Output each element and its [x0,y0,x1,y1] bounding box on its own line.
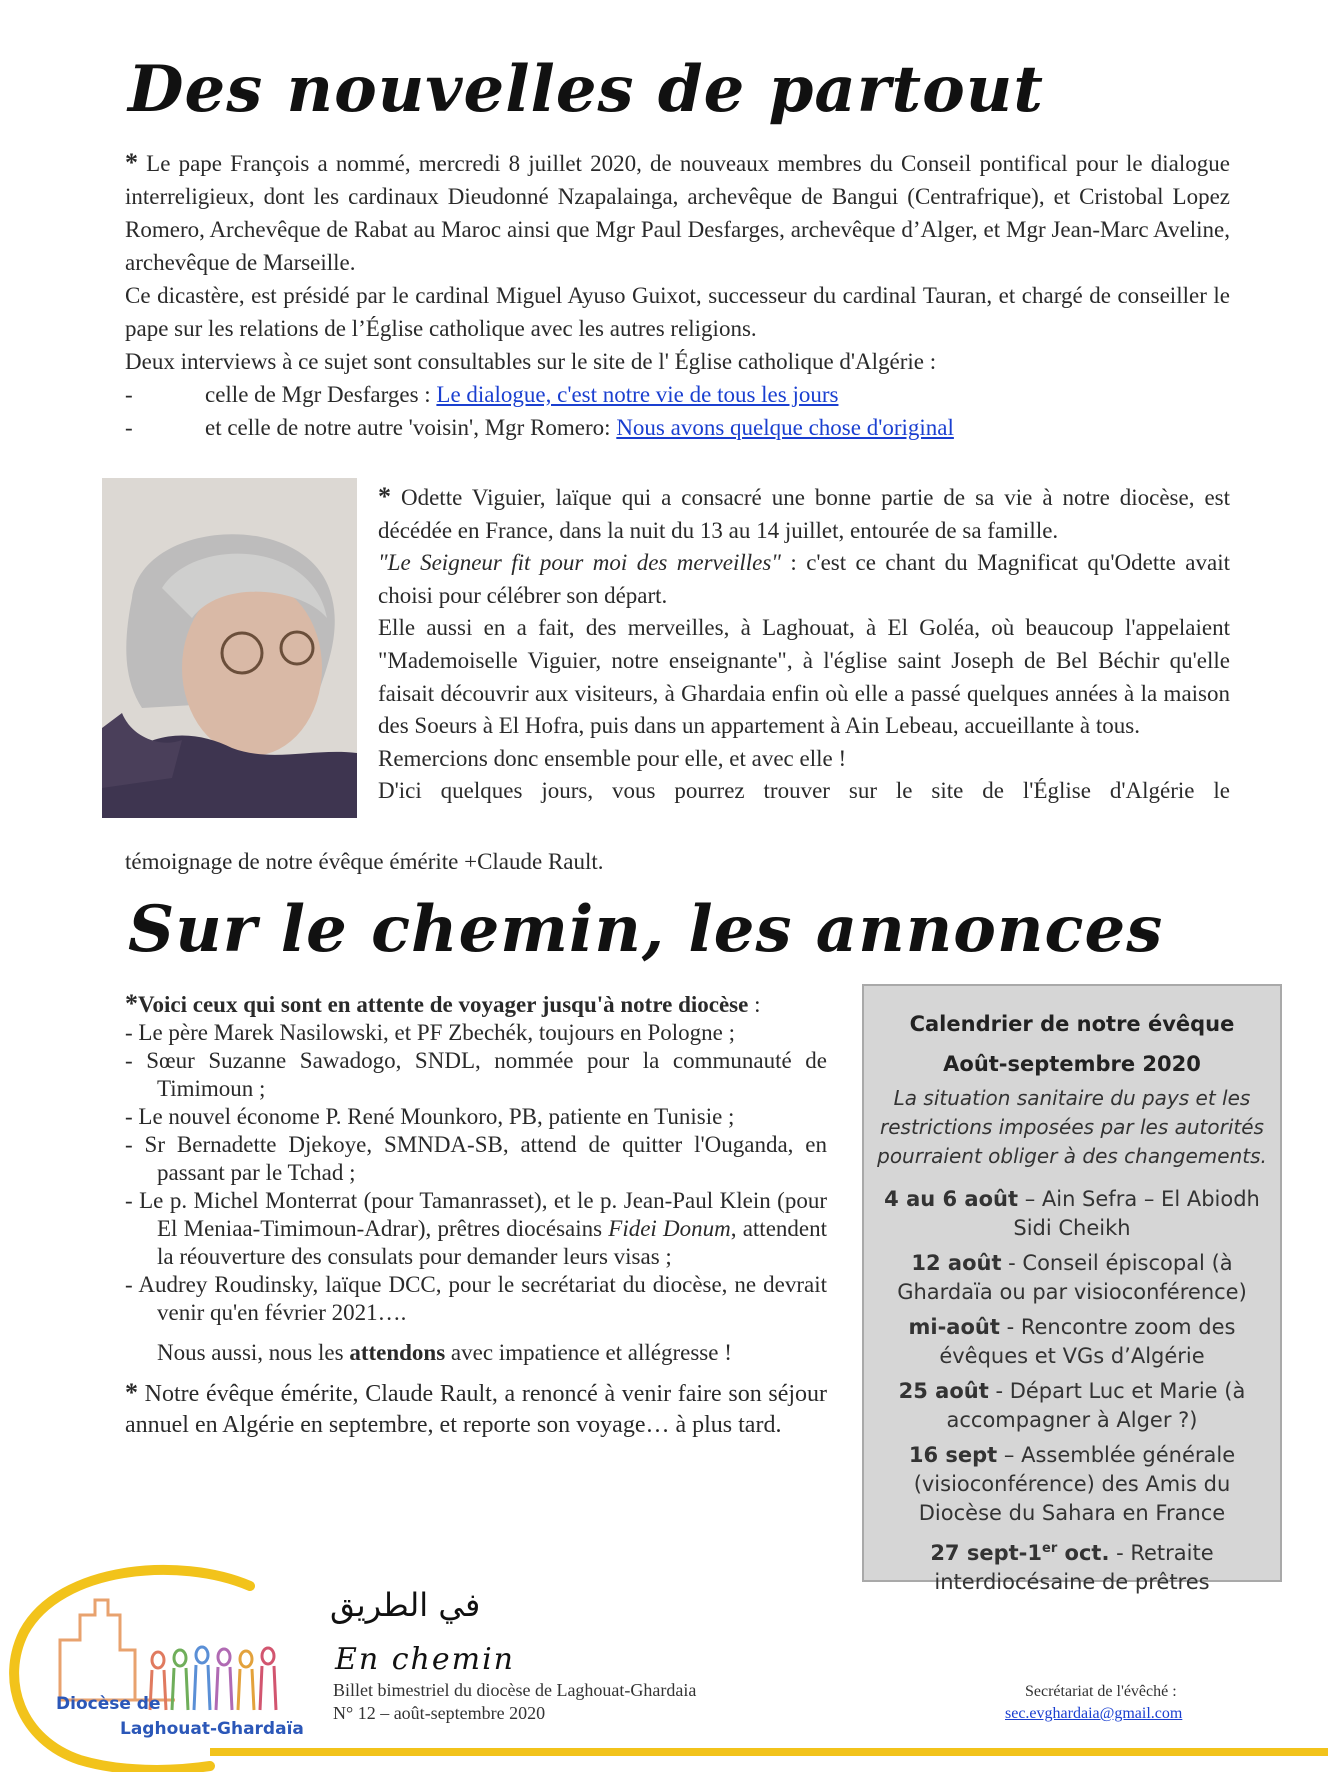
event-text: - Retraite interdiocésaine de prêtres [934,1541,1214,1594]
intro-text: Voici ceux qui sont en attente de voyager jusqu'à notre diocèse [138,992,749,1017]
odette-text-2: : c'est ce chant du Magnificat qu'Odette avait choisi pour célébrer son départ. [378,550,1230,608]
logo-text-line-1: Diocèse de [56,1694,161,1714]
calendar-note: La situation sanitaire du pays et les restrictions imposées par les autorités pourraient obliger à des changements. [877,1086,1267,1168]
calendar-event [872,1534,1272,1597]
odette-article [378,481,1230,808]
bullet-asterisk: * [125,1378,138,1407]
footer-issue: N° 12 – août-septembre 2020 [333,1703,546,1723]
link-romero-interview[interactable]: Nous avons quelque chose d'original [616,415,954,440]
section-title-news: Des nouvelles de partout [128,52,1044,127]
footer-subtitle: Billet bimestriel du diocèse de Laghouat-Ghardaia [333,1680,697,1700]
item5-text-c: , attendent la réouverture des consulats pour demander leurs visas ; [157,1216,827,1269]
odette-paragraph-3: Elle aussi en a fait, des merveilles, à Laghouat, à El Goléa, où beaucoup l'appelaient "Mademoiselle Viguier, notre enseignante", à l'église saint Joseph de Bel Béchir qu'elle faisait découvrir aux visiteurs, à Ghardaia enfin où elle a passé quelques années à la maison des Soeurs à El Hofra, puis dans un appartement à Ain Lebeau, accueillante à tous. [378,615,1230,739]
footer-publication-name: En chemin [335,1642,515,1677]
odette-paragraph-4: Remercions donc ensemble pour elle, et avec elle ! [378,745,847,771]
odette-paragraph-2 [378,547,1230,612]
calendar-event [872,1313,1272,1371]
event-text: – Assemblée générale (visioconférence) des Amis du Diocèse du Sahara en France [913,1443,1236,1525]
event-text: - Départ Luc et Marie (à accompagner à Alger ?) [946,1379,1246,1432]
list-item: - Le père Marek Nasilowski, et PF Zbechék, toujours en Pologne ; [125,1020,736,1045]
news-text-1: Le pape François a nommé, mercredi 8 juillet 2020, de nouveaux membres du Conseil pontifical pour le dialogue interreligieux, dont les cardinaux Dieudonné Nzapalainga, archevêque de Bangui (Centrafrique), et Cristobal Lopez Romero, Archevêque de Rabat au Maroc ainsi que Mgr Paul Desfarges, archevêque d’Alger, et Mgr Jean-Marc Aveline, archevêque de Marseille. [125,151,1230,275]
event-date: mi-août [908,1315,1000,1339]
item5-text-a: - Le p. Michel Monterrat (pour Tamanrasset), et le p. Jean-Paul Klein (pour El Meniaa-Timimoun-Adrar), prêtres diocésains [125,1188,827,1241]
event-date-sup: er [1042,1541,1058,1556]
news-paragraph-1 [125,146,1230,279]
diocese-logo [0,1560,320,1772]
footer-email-link[interactable]: sec.evghardaia@gmail.com [1005,1705,1183,1722]
odette-paragraph-1 [378,481,1230,547]
calendar-period: Août-septembre 2020 [943,1052,1201,1076]
bishop-calendar-box [862,984,1282,1594]
list-item [125,1187,827,1271]
odette-paragraph-5b: témoignage de notre évêque émérite +Claude Rault. [125,849,604,874]
event-date [930,1541,1109,1565]
calendar-event [872,1249,1272,1307]
interview-item-2 [125,411,1230,444]
news-paragraph-2: Ce dicastère, est présidé par le cardinal Miguel Ayuso Guixot, successeur du cardinal Tauran, et chargé de conseiller le pape sur les relations de l’Église catholique avec les autres religions. [125,283,1230,341]
event-text: – Ain Sefra – El Abiodh Sidi Cheikh [1013,1187,1260,1240]
event-date-end: oct. [1057,1541,1110,1565]
fidei-donum: Fidei Donum [608,1216,731,1241]
announcements-block [125,990,827,1441]
bullet-asterisk: * [125,148,138,177]
dash-marker: - [125,382,133,407]
section-title-announcements: Sur le chemin, les annonces [128,892,1164,967]
news-block [125,146,1230,444]
portrait-photo [102,478,357,818]
interview-item-1-text: celle de Mgr Desfarges : [205,382,437,407]
footer-arabic-title: في الطريق [330,1586,481,1624]
waiting-text-bold: attendons [349,1340,446,1365]
odette-paragraph-5a: D'ici quelques jours, vous pourrez trouver sur le site de l'Église d'Algérie le [378,778,1230,804]
event-date: 16 sept [908,1443,998,1467]
event-date: 4 au 6 août [884,1187,1019,1211]
list-item: - Le nouvel économe P. René Mounkoro, PB, patiente en Tunisie ; [125,1104,735,1129]
waiting-line [157,1339,827,1367]
event-date: 25 août [898,1379,989,1403]
footer-secretariat: Secrétariat de l'évêché : [1025,1683,1177,1700]
interview-item-1 [125,378,1230,411]
intro-colon: : [748,992,761,1017]
footer-accent-bar [210,1748,1328,1756]
calendar-event [872,1441,1272,1528]
rault-paragraph [125,1377,827,1441]
calendar-event [872,1377,1272,1435]
calendar-event [872,1185,1272,1243]
waiting-text-3: avec impatience et allégresse ! [445,1340,732,1365]
link-desfarges-interview[interactable]: Le dialogue, c'est notre vie de tous les jours [436,382,839,407]
interview-item-2-text: et celle de notre autre 'voisin', Mgr Romero: [205,415,617,440]
list-item: - Audrey Roudinsky, laïque DCC, pour le secrétariat du diocèse, ne devrait venir qu'en février 2021…. [125,1272,827,1325]
event-date-start: 27 sept-1 [930,1541,1042,1565]
list-item: - Sr Bernadette Djekoye, SMNDA-SB, attend de quitter l'Ouganda, en passant par le Tchad ; [125,1132,827,1185]
event-date: 12 août [911,1251,1002,1275]
bullet-asterisk: * [125,989,138,1018]
odette-text-1: Odette Viguier, laïque qui a consacré une bonne partie de sa vie à notre diocèse, est décédée en France, dans la nuit du 13 au 14 juillet, entourée de sa famille. [378,485,1230,543]
logo-text-line-2: Laghouat-Ghardaïa [120,1719,304,1739]
event-text: - Rencontre zoom des évêques et VGs d’Algérie [939,1315,1236,1368]
event-text: - Conseil épiscopal (à Ghardaïa ou par visioconférence) [897,1251,1247,1304]
magnificat-quote: "Le Seigneur fit pour moi des merveilles" [378,550,781,576]
rault-text: Notre évêque émérite, Claude Rault, a renoncé à venir faire son séjour annuel en Algérie en septembre, et reporte son voyage… à plus tard. [125,1381,828,1438]
waiting-text-1: Nous aussi, nous les [157,1340,350,1365]
bullet-asterisk: * [378,482,391,511]
logo-graphic-icon [0,1560,320,1772]
news-paragraph-3: Deux interviews à ce sujet sont consultables sur le site de l' Église catholique d'Algérie : [125,349,937,374]
list-item: - Sœur Suzanne Sawadogo, SNDL, nommée pour la communauté de Timimoun ; [125,1048,827,1101]
calendar-title: Calendrier de notre évêque [909,1012,1235,1036]
dash-marker: - [125,415,133,440]
announcements-intro [125,990,827,1019]
